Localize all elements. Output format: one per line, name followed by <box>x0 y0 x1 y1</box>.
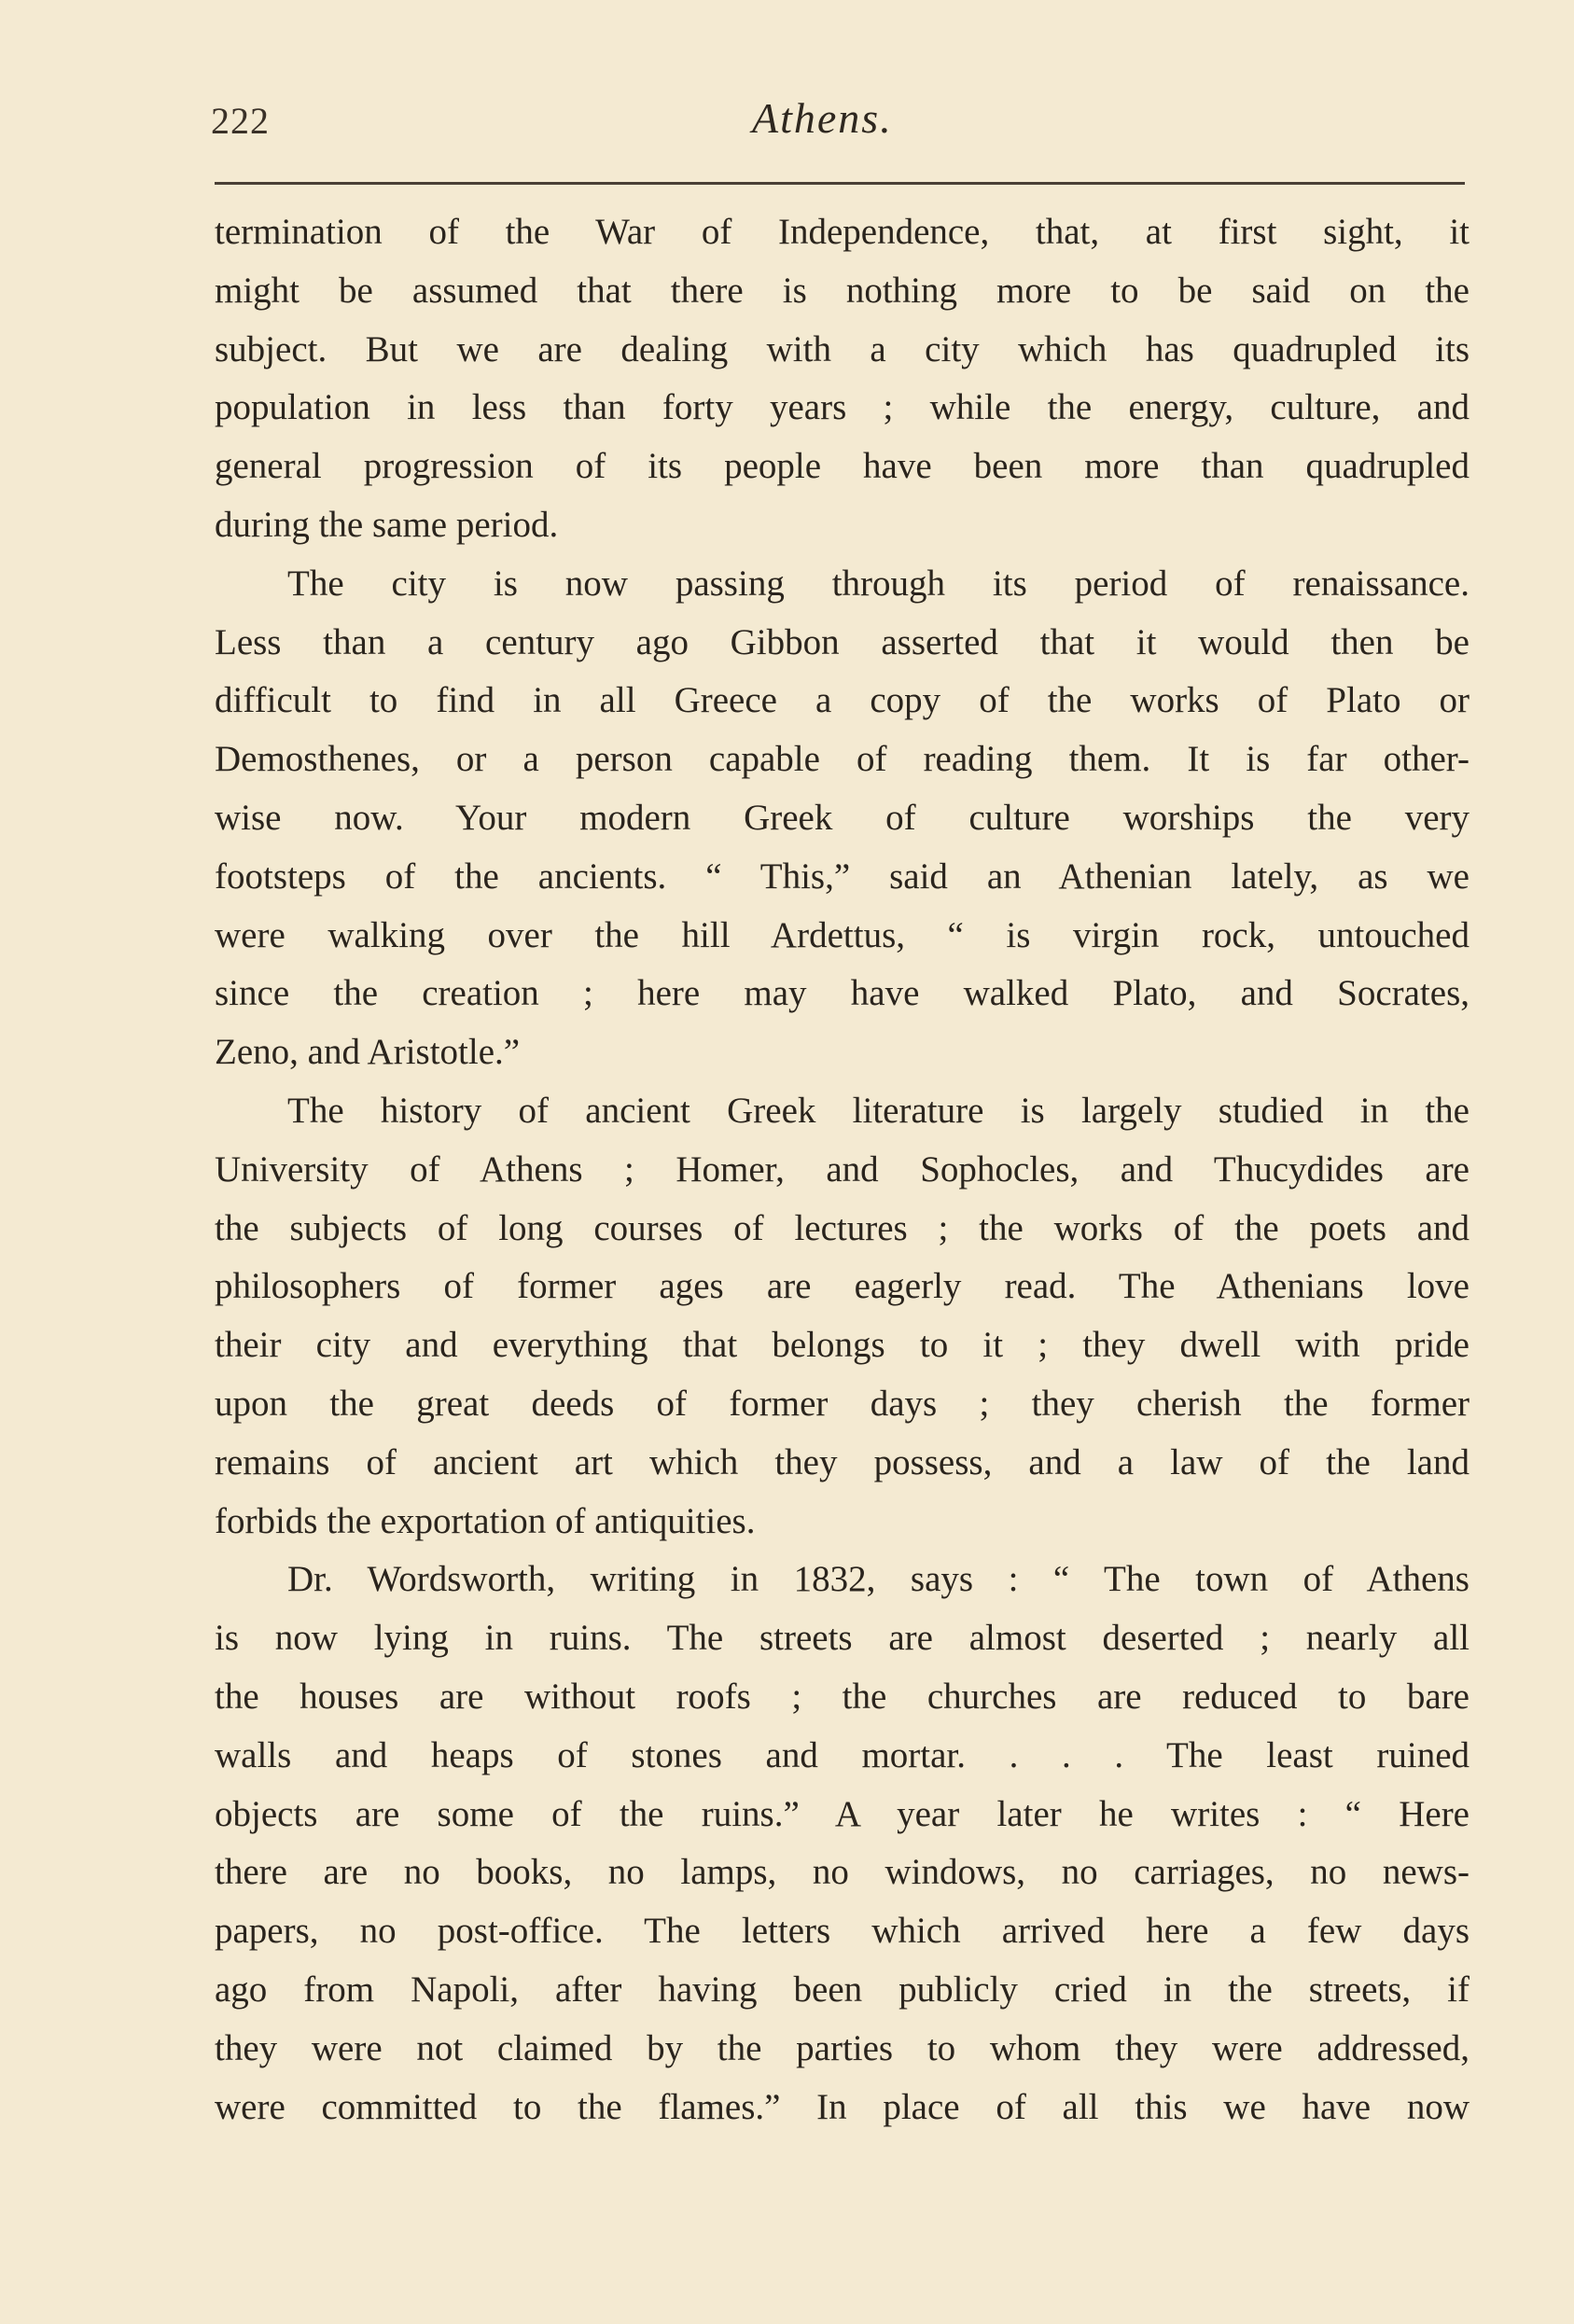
text-line: Less than a century ago Gibbon asserted that it would then be <box>215 621 1470 662</box>
text-line: Zeno, and Aristotle.” <box>215 1032 521 1073</box>
text-line: Demosthenes, or a person capable of reading them. It is far other- <box>215 739 1470 780</box>
text-line: their city and everything that belongs to it ; they dwell with pride <box>215 1325 1470 1366</box>
text-line: the subjects of long courses of lectures ; the works of the poets and <box>215 1207 1470 1248</box>
page-number: 222 <box>211 100 270 142</box>
text-line: might be assumed that there is nothing more to be said on the <box>215 270 1470 311</box>
text-line: were committed to the flames.” In place of all this we have now <box>215 2086 1470 2127</box>
body-text <box>215 203 1470 2136</box>
text-line: walls and heaps of stones and mortar. . . . The least ruined <box>215 1734 1470 1775</box>
page-header <box>211 93 1470 159</box>
text-line: The city is now passing through its period of renaissance. <box>287 563 1470 604</box>
header-rule <box>215 182 1465 185</box>
text-line: The history of ancient Greek literature is largely studied in the <box>287 1090 1470 1131</box>
text-line: University of Athens ; Homer, and Sophocles, and Thucydides are <box>215 1148 1470 1190</box>
text-line: philosophers of former ages are eagerly read. The Athenians love <box>215 1266 1470 1307</box>
text-line: difficult to find in all Greece a copy of the works of Plato or <box>215 680 1470 721</box>
text-line: wise now. Your modern Greek of culture worships the very <box>215 797 1470 838</box>
text-line: termination of the War of Independence, that, at first sight, it <box>215 212 1470 252</box>
text-line: population in less than forty years ; while the energy, culture, and <box>215 387 1470 428</box>
text-line: forbids the exportation of antiquities. <box>215 1500 756 1541</box>
text-line: remains of ancient art which they possess, and a law of the land <box>215 1441 1470 1482</box>
text-line: objects are some of the ruins.” A year later he writes : “ Here <box>215 1793 1470 1834</box>
text-line: since the creation ; here may have walked Plato, and Socrates, <box>215 973 1470 1014</box>
text-line: subject. But we are dealing with a city which has quadrupled its <box>215 328 1470 369</box>
text-line: is now lying in ruins. The streets are almost deserted ; nearly all <box>215 1618 1470 1659</box>
text-line: footsteps of the ancients. “ This,” said an Athenian lately, as we <box>215 856 1470 897</box>
text-line: general progression of its people have been more than quadrupled <box>215 446 1470 487</box>
text-line: papers, no post-office. The letters which arrived here a few days <box>215 1911 1470 1952</box>
text-line: Dr. Wordsworth, writing in 1832, says : “ The town of Athens <box>287 1559 1470 1600</box>
text-line: they were not claimed by the parties to whom they were addressed, <box>215 2027 1470 2068</box>
running-head: Athens. <box>752 94 893 142</box>
text-line: were walking over the hill Ardettus, “ is virgin rock, untouched <box>215 914 1470 955</box>
text-line: ago from Napoli, after having been publicly cried in the streets, if <box>215 1969 1470 2010</box>
text-line: during the same period. <box>215 504 559 545</box>
text-line: there are no books, no lamps, no windows, no carriages, no news- <box>215 1852 1470 1893</box>
text-line: the houses are without roofs ; the churches are reduced to bare <box>215 1676 1470 1717</box>
text-line: upon the great deeds of former days ; they cherish the former <box>215 1383 1470 1424</box>
